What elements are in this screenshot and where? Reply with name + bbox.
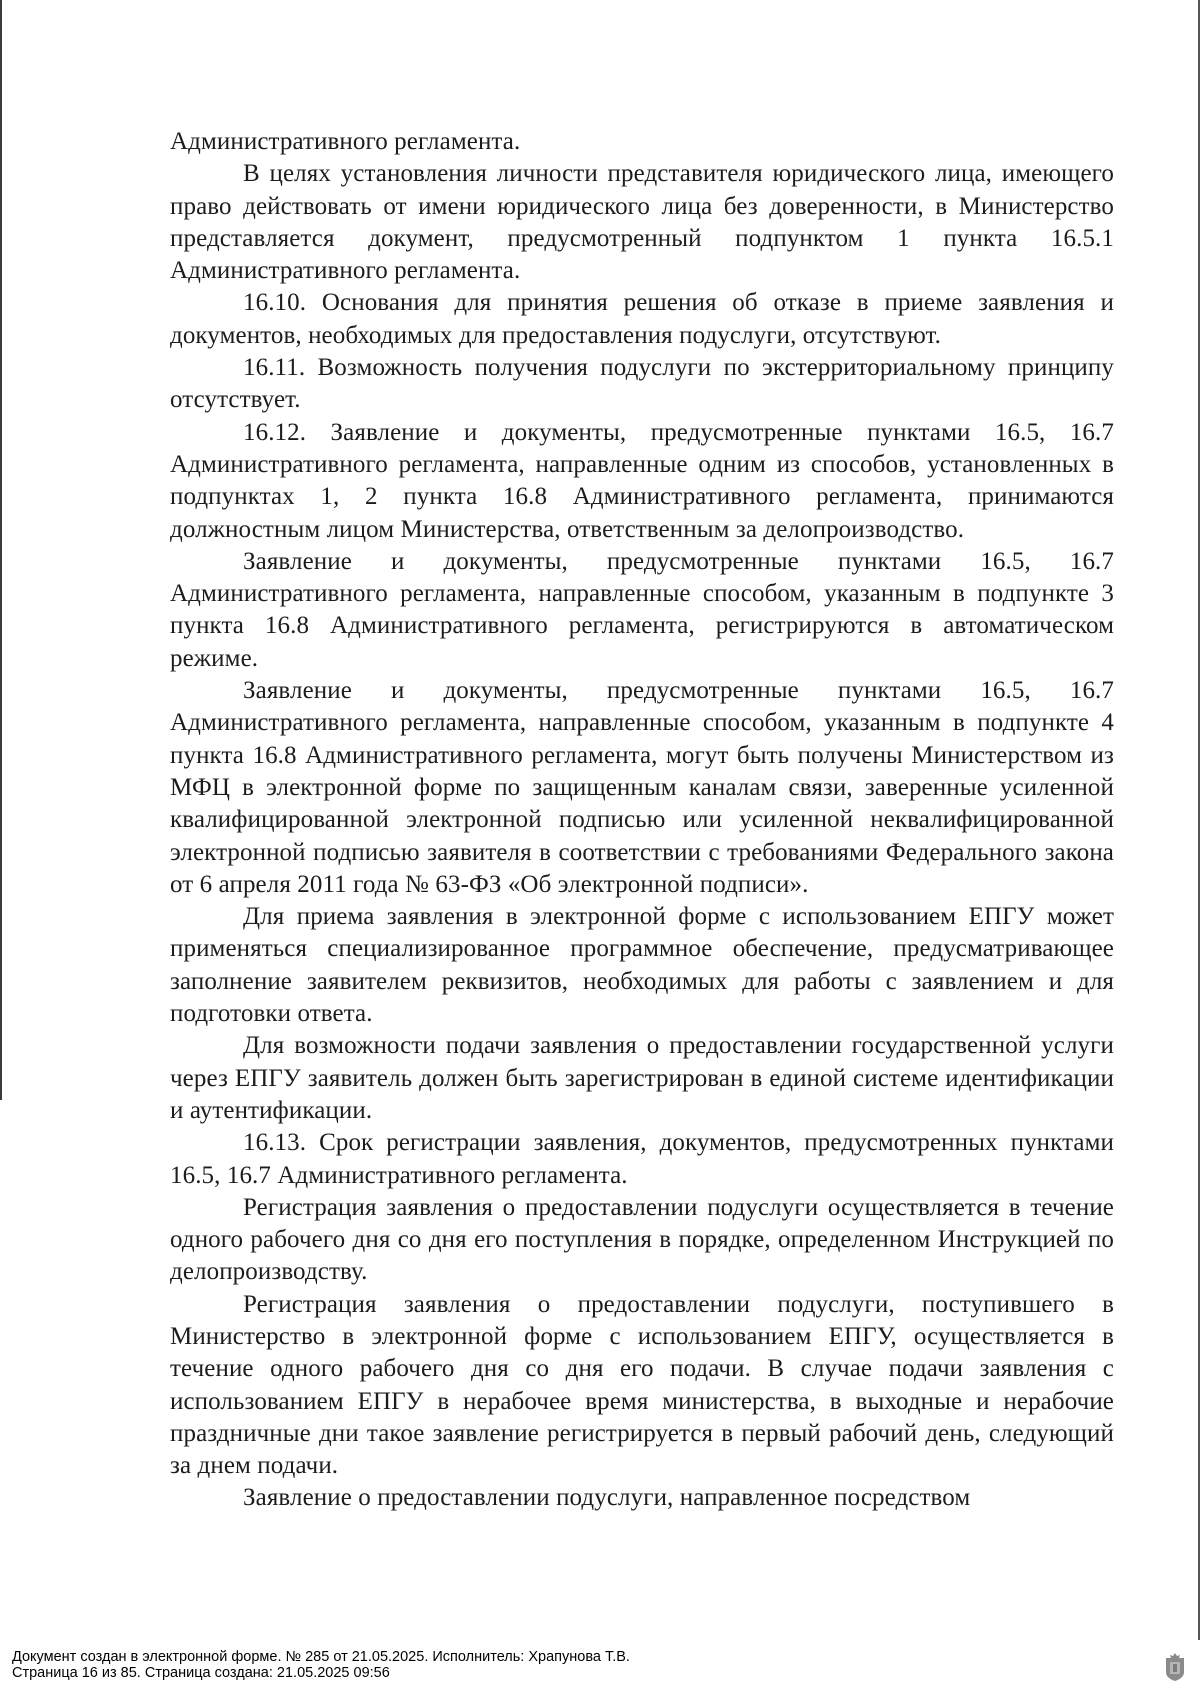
coat-of-arms-icon [1164, 1652, 1186, 1682]
paragraph: 16.13. Срок регистрации заявления, документов, предусмотренных пунктами 16.5, 16.7 Административного регламента. [170, 1129, 1114, 1189]
footer-page-info: Страница 16 из 85. Страница создана: 21.05.2025 09:56 [12, 1665, 390, 1681]
paragraph: Регистрация заявления о предоставлении подуслуги осуществляется в течение одного рабочего дня со дня его поступления в порядке, определенном Инструкцией по делопроизводству. [170, 1193, 1114, 1286]
footer-document-info: Документ создан в электронной форме. № 285 от 21.05.2025. Исполнитель: Храпунова Т.В. [12, 1649, 630, 1665]
paragraph: В целях установления личности представителя юридического лица, имеющего право действовать от имени юридического лица без доверенности, в Министерство представляется документ, предусмотренный подпунктом 1 пункта 16.5.1 Административного регламента. [170, 160, 1114, 285]
paragraph: Для приема заявления в электронной форме с использованием ЕПГУ может применяться специализированное программное обеспечение, предусматривающее заполнение заявителем реквизитов, необходимых для работы с заявлением и для подготовки ответа. [170, 903, 1114, 1028]
paragraph: Заявление и документы, предусмотренные пунктами 16.5, 16.7 Административного регламента, направленные способом, указанным в подпункте 3 пункта 16.8 Административного регламента, регистрируются в автоматическом режиме. [170, 547, 1114, 672]
paragraph: Регистрация заявления о предоставлении подуслуги, поступившего в Министерство в электронной форме с использованием ЕПГУ, осуществляется в течение одного рабочего дня со дня его подачи. В случае подачи заявления с использованием ЕПГУ в нерабочее время министерства, в выходные и нерабочие праздничные дни такое заявление регистрируется в первый рабочий день, следующий за днем подачи. [170, 1290, 1114, 1480]
paragraph: Для возможности подачи заявления о предоставлении государственной услуги через ЕПГУ заявитель должен быть зарегистрирован в единой системе идентификации и аутентификации. [170, 1032, 1114, 1124]
paragraph: 16.10. Основания для принятия решения об отказе в приеме заявления и документов, необходимых для предоставления подуслуги, отсутствуют. [170, 289, 1114, 349]
paragraph: Заявление о предоставлении подуслуги, направленное посредством [243, 1484, 971, 1512]
page-border-left [0, 0, 2, 1100]
paragraph: Заявление и документы, предусмотренные пунктами 16.5, 16.7 Административного регламента, направленные способом, указанным в подпункте 4 пункта 16.8 Административного регламента, могут быть получены Министерством из МФЦ в электронной форме по защищенным каналам связи, заверенные усиленной квалифицированной электронной подписью или усиленной неквалифицированной электронной подписью заявителя в соответствии с требованиями Федерального закона от 6 апреля 2011 года № 63-ФЗ «Об электронной подписи». [170, 677, 1114, 898]
paragraph: Административного регламента. [170, 128, 521, 155]
paragraph: 16.12. Заявление и документы, предусмотренные пунктами 16.5, 16.7 Административного регламента, направленные одним из способов, установленных в подпунктах 1, 2 пункта 16.8 Административного регламента, принимаются должностным лицом Министерства, ответственным за делопроизводство. [170, 418, 1114, 543]
document-body [170, 126, 1114, 1515]
paragraph: 16.11. Возможность получения подуслуги по экстерриториальному принципу отсутствует. [170, 354, 1114, 414]
document-footer [12, 1649, 630, 1681]
